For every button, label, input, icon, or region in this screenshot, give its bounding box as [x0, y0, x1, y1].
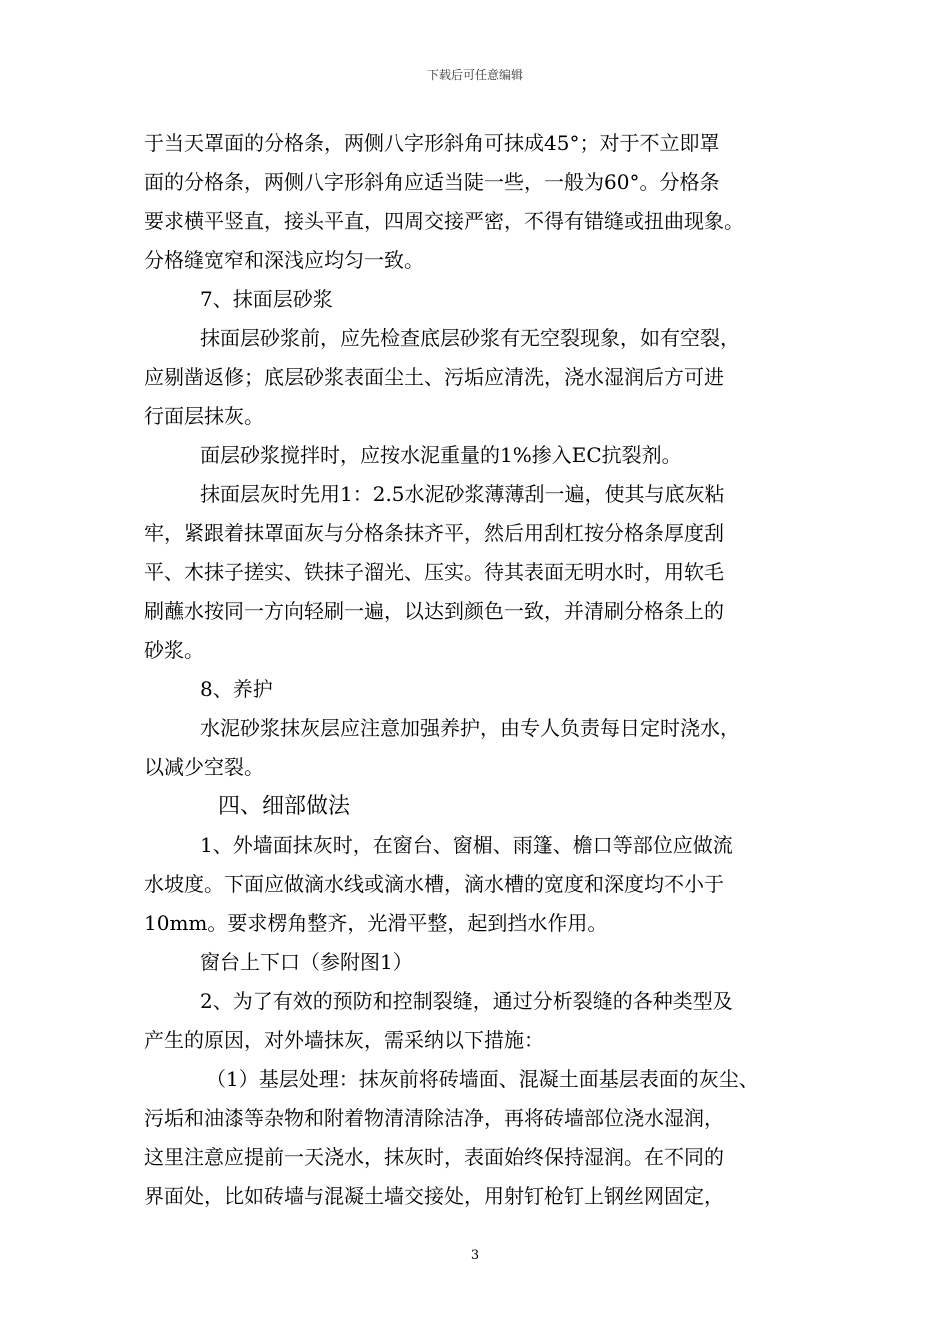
section-title: 8、养护: [200, 677, 273, 701]
body-line: 刷蘸水按同一方向轻刷一遍，以达到颜色一致，并清刷分格条上的: [144, 599, 724, 623]
body-line: 抹面层砂浆前，应先检查底层砂浆有无空裂现象，如有空裂，: [200, 326, 740, 350]
body-line: 以减少空裂。: [144, 755, 264, 779]
body-line: 行面层抹灰。: [144, 404, 264, 428]
body-line: 水泥砂浆抹灰层应注意加强养护，由专人负责每日定时浇水，: [200, 716, 740, 740]
body-line: 10mm。要求楞角整齐，光滑平整，起到挡水作用。: [144, 911, 608, 935]
body-line: 2、为了有效的预防和控制裂缝，通过分析裂缝的各种类型及: [200, 989, 733, 1013]
body-line: 于当天罩面的分格条，两侧八字形斜角可抹成45°；对于不立即罩: [144, 131, 720, 155]
body-line: 界面处，比如砖墙与混凝土墙交接处，用射钉枪钉上钢丝网固定，: [144, 1184, 724, 1208]
body-line: 砂浆。: [144, 638, 204, 662]
body-line: 牢，紧跟着抹罩面灰与分格条抹齐平，然后用刮杠按分格条厚度刮: [144, 521, 724, 545]
body-line: 要求横平竖直，接头平直，四周交接严密，不得有错缝或扭曲现象。: [144, 209, 744, 233]
body-line: 面层砂浆搅拌时，应按水泥重量的1%掺入EC抗裂剂。: [200, 443, 682, 467]
page-header: 下载后可任意编辑: [426, 68, 523, 82]
body-line: 污垢和油漆等杂物和附着物清清除洁净，再将砖墙部位浇水湿润，: [144, 1106, 724, 1130]
body-line: 水坡度。下面应做滴水线或滴水槽，滴水槽的宽度和深度均不小于: [144, 872, 724, 896]
body-line: 1、外墙面抹灰时，在窗台、窗楣、雨篷、檐口等部位应做流: [200, 833, 733, 857]
body-line: 抹面层灰时先用1：2.5水泥砂浆薄薄刮一遍，使其与底灰粘: [200, 482, 725, 506]
body-line: 分格缝宽窄和深浅应均匀一致。: [144, 248, 424, 272]
body-line: 平、木抹子搓实、铁抹子溜光、压实。待其表面无明水时，用软毛: [144, 560, 724, 584]
body-line: 产生的原因，对外墙抹灰，需采纳以下措施：: [144, 1028, 544, 1052]
body-line: 应剔凿返修；底层砂浆表面尘土、污垢应清洗，浇水湿润后方可进: [144, 365, 724, 389]
document-body: [144, 124, 824, 1216]
page-number: 3: [470, 1248, 480, 1263]
section-title: 7、抹面层砂浆: [200, 287, 333, 311]
chapter-heading: 四、细部做法: [218, 794, 351, 819]
body-line: 这里注意应提前一天浇水，抹灰时，表面始终保持湿润。在不同的: [144, 1145, 724, 1169]
body-line: （1）基层处理：抹灰前将砖墙面、混凝土面基层表面的灰尘、: [206, 1067, 759, 1091]
figure-reference: 窗台上下口（参附图1）: [200, 950, 413, 974]
body-line: 面的分格条，两侧八字形斜角应适当陡一些，一般为60°。分格条: [144, 170, 720, 194]
